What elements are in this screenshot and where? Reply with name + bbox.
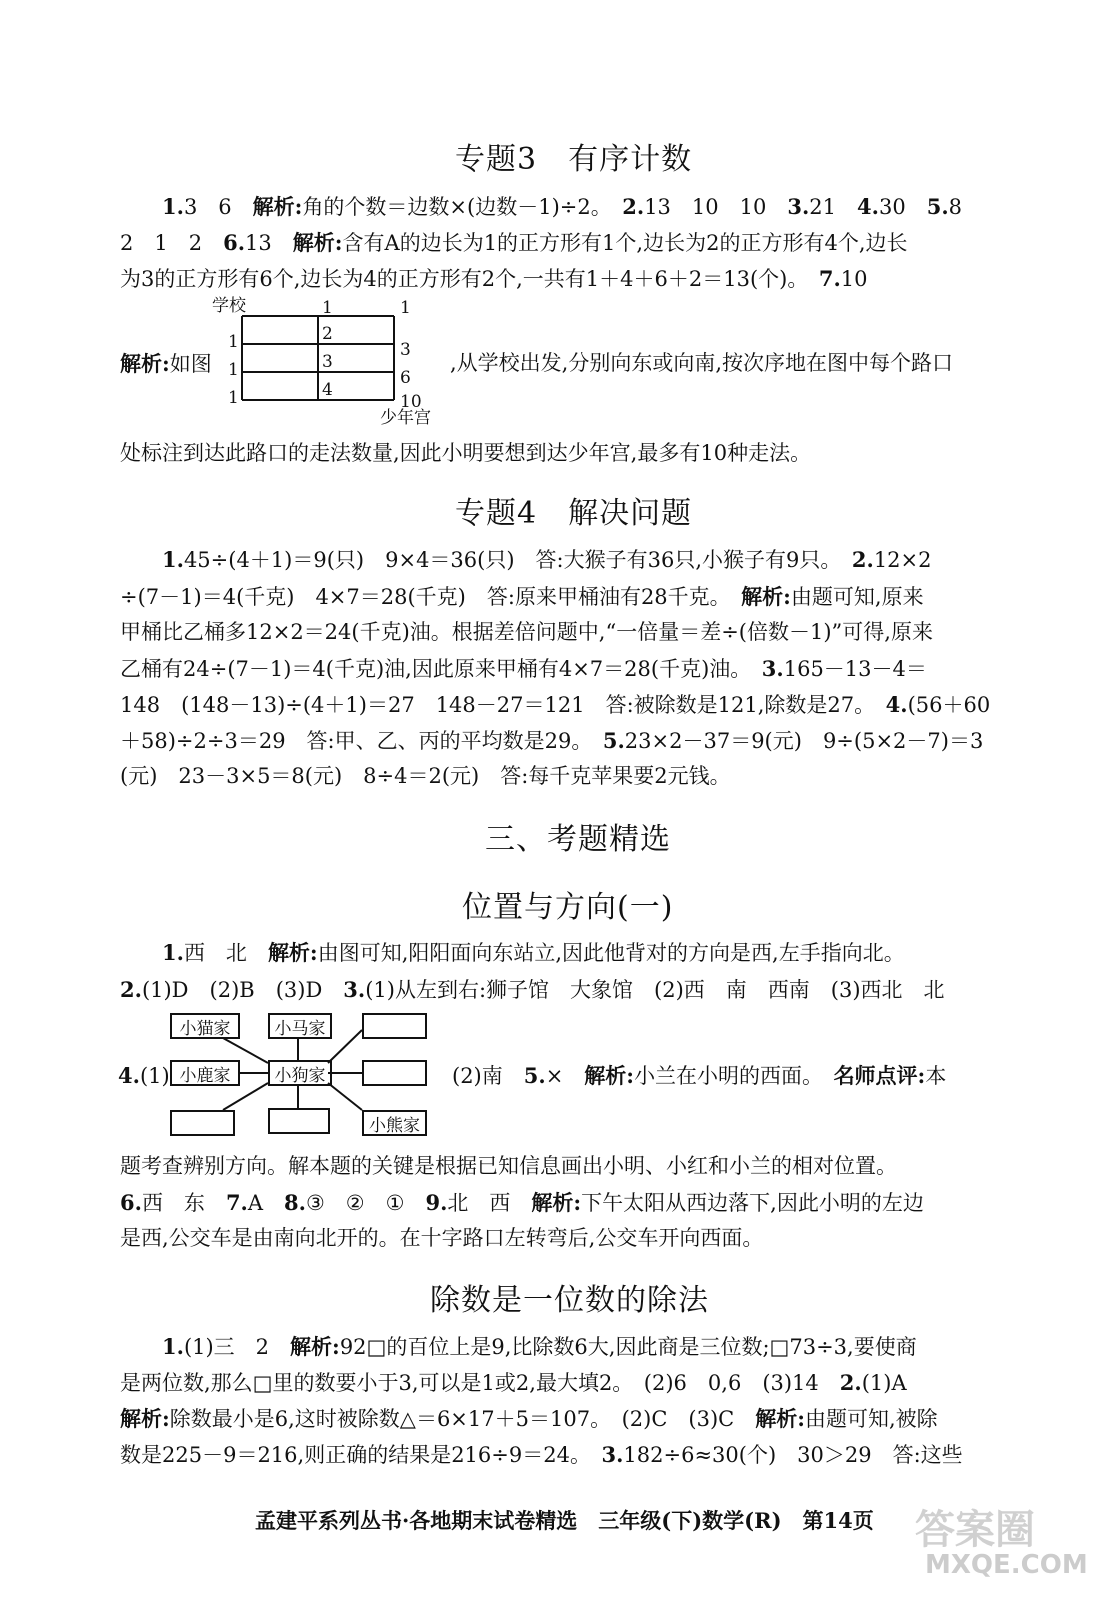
text-run: 西 北: [183, 941, 268, 965]
bold-label: 解析:: [292, 230, 343, 255]
text-run: 23×2－37＝9(元) 9÷(5×2－7)＝3: [624, 729, 984, 753]
bold-label: 2.: [851, 547, 874, 572]
text-run: 由题可知,原来: [790, 585, 924, 609]
bold-label: 8.: [284, 1190, 306, 1215]
bold-label: 1.: [162, 940, 184, 965]
bold-label: 7.: [225, 1190, 248, 1215]
text-run: 下午太阳从西边落下,因此小明的左边: [581, 1191, 924, 1215]
bold-label: 3.: [601, 1442, 624, 1467]
text-run: ×: [545, 1064, 585, 1088]
bold-label: 3.: [761, 656, 784, 681]
paragraph-line: [120, 658, 927, 680]
bold-label: 1.: [162, 194, 184, 219]
bold-label: 7.: [818, 266, 841, 291]
text-run: 30: [878, 195, 927, 219]
cat-house-box: 小猫家: [170, 1013, 240, 1039]
text-run: (元) 23－3×5＝8(元) 8÷4＝2(元) 答:每千克苹果要2元钱。: [120, 764, 731, 788]
grid-number: 3: [400, 340, 411, 360]
q4-number: 4.: [118, 1063, 140, 1088]
dog-house-box: 小狗家: [268, 1060, 332, 1086]
paragraph-line: [120, 232, 908, 254]
bold-label: 4.: [857, 194, 879, 219]
analysis-label: 解析:: [120, 351, 170, 376]
text-run: ③ ② ①: [305, 1191, 426, 1215]
paragraph-line: [120, 979, 945, 1001]
paragraph-line: [120, 1156, 897, 1177]
grid-number: 6: [400, 368, 411, 388]
bold-label: 解析:: [290, 1334, 340, 1359]
house-diagram: [165, 1008, 435, 1143]
text-run: 165－13－4＝: [783, 657, 927, 681]
school-label: 学校: [212, 296, 246, 316]
text-run: 92□的百位上是9,比除数6大,因此商是三位数;□73÷3,要使商: [339, 1335, 917, 1359]
bold-label: 2.: [622, 194, 645, 219]
text-run: 本: [925, 1064, 947, 1088]
bold-label: 解析:: [252, 194, 303, 219]
text-run: (1)D (2)B (3)D: [141, 978, 344, 1002]
analysis-line: [120, 353, 212, 375]
bold-label: 解析:: [584, 1063, 635, 1088]
text-run: (2)南: [452, 1064, 524, 1088]
watermark-url: MXQE.COM: [925, 1550, 1088, 1580]
text-run: (56＋60: [907, 693, 991, 717]
q4-prefix: [118, 1065, 170, 1087]
page-footer: 孟建平系列丛书·各地期末试卷精选 三年级(下)数学(R) 第14页: [255, 1508, 874, 1533]
text-run: 10: [840, 267, 868, 291]
bold-label: 5.: [926, 194, 949, 219]
text-run: 148 (148－13)÷(4＋1)＝27 148－27＝121 答:被除数是121,除数是27。: [120, 693, 886, 717]
grid-number: 1: [228, 388, 239, 408]
paragraph-line: [120, 1408, 938, 1430]
section-title-ordered-counting: 专题3 有序计数: [455, 142, 693, 177]
bold-label: 名师点评:: [833, 1063, 926, 1088]
text-run: 21: [809, 195, 858, 219]
grid-number: 10: [400, 392, 422, 412]
grid-number: 1: [400, 298, 411, 318]
paragraph-line: [120, 268, 868, 290]
deer-house-box: 小鹿家: [170, 1060, 240, 1086]
paragraph-line: [162, 1336, 917, 1358]
blank-house-box: [268, 1108, 330, 1134]
blank-house-box: [362, 1060, 427, 1086]
paragraph-line: [120, 1444, 963, 1466]
paragraph-line: [162, 942, 905, 964]
section-title-division: 除数是一位数的除法: [430, 1283, 709, 1318]
route-grid-figure: [210, 298, 450, 428]
text-run: 北 西: [447, 1191, 532, 1215]
paragraph-line: [120, 1372, 907, 1394]
bold-label: 解析:: [120, 1406, 170, 1431]
text-run: 题考查辨别方向。解本题的关键是根据已知信息画出小明、小红和小兰的相对位置。: [120, 1154, 897, 1178]
bold-label: 6.: [223, 230, 246, 255]
text-run: 12×2: [873, 548, 932, 572]
paragraph-line: [120, 766, 731, 787]
bold-label: 6.: [120, 1190, 142, 1215]
bold-label: 5.: [523, 1063, 546, 1088]
bold-label: 9.: [425, 1190, 448, 1215]
text-run: 是西,公交车是由南向北开的。在十字路口左转弯后,公交车开向西面。: [120, 1226, 764, 1250]
text-run: 数是225－9＝216,则正确的结果是216÷9＝24。: [120, 1443, 602, 1467]
grid-number: 2: [322, 324, 333, 344]
grid-number: 1: [228, 360, 239, 380]
text-run: 由图可知,阳阳面向东站立,因此他背对的方向是西,左手指向北。: [317, 941, 905, 965]
text-run: 小兰在小明的西面。: [634, 1064, 834, 1088]
bold-label: 1.: [162, 547, 184, 572]
section-title-position-direction: 位置与方向(一): [462, 890, 674, 925]
bold-label: 1.: [162, 1334, 184, 1359]
text-run: 13 10 10: [644, 195, 788, 219]
text-run: (1)从左到右:狮子馆 大象馆 (2)西 南 西南 (3)西北 北: [365, 978, 945, 1002]
bold-label: 2.: [839, 1370, 862, 1395]
part-title-selected-questions: 三、考题精选: [485, 822, 671, 857]
text-run: 西 东: [141, 1191, 226, 1215]
text-run: 甲桶比乙桶多12×2＝24(千克)油。根据差倍问题中,“一倍量＝差÷(倍数－1)”可得,原来: [120, 620, 933, 644]
horse-house-box: 小马家: [268, 1013, 332, 1039]
grid-number: 1: [228, 332, 239, 352]
text-run: 8: [948, 195, 963, 219]
watermark-logo: 答案圈: [915, 1507, 1035, 1553]
analysis-text: 如图: [169, 352, 212, 376]
text-run: 除数最小是6,这时被除数△＝6×17＋5＝107。 (2)C (3)C: [169, 1407, 756, 1431]
text-run: 13: [245, 231, 293, 255]
section-title-problem-solving: 专题4 解决问题: [455, 496, 693, 531]
text-run: (1)三 2: [183, 1335, 291, 1359]
bold-label: 3.: [787, 194, 810, 219]
grid-number: 3: [322, 352, 333, 372]
text-run: A: [247, 1191, 285, 1215]
paragraph-line: [162, 196, 962, 218]
paragraph-line: [452, 1065, 946, 1087]
text-run: 含有A的边长为1的正方形有1个,边长为2的正方形有4个,边长: [342, 231, 908, 255]
analysis-text-continued: ,从学校出发,分别向东或向南,按次序地在图中每个路口: [450, 351, 954, 375]
bold-label: 解析:: [267, 940, 318, 965]
q4-sub: (1): [139, 1064, 170, 1088]
paragraph-line: [120, 1228, 763, 1249]
paragraph-line: [120, 586, 924, 608]
paragraph-line: [120, 1192, 924, 1214]
bold-label: 3.: [343, 977, 366, 1002]
grid-number: 4: [322, 380, 333, 400]
paragraph-line: [162, 549, 932, 571]
bold-label: 2.: [120, 977, 142, 1002]
bold-label: 解析:: [741, 584, 791, 609]
text-run: 为3的正方形有6个,边长为4的正方形有2个,一共有1＋4＋6＋2＝13(个)。: [120, 267, 819, 291]
bold-label: 解析:: [531, 1190, 582, 1215]
text-run: (1)A: [861, 1371, 907, 1395]
analysis-text-line2: 处标注到达此路口的走法数量,因此小明要想到达少年宫,最多有10种走法。: [120, 441, 812, 465]
text-run: 2 1 2: [120, 231, 224, 255]
blank-house-box: [362, 1013, 427, 1039]
text-run: 是两位数,那么□里的数要小于3,可以是1或2,最大填2。 (2)6 0,6 (3)14: [120, 1371, 840, 1395]
text-run: 乙桶有24÷(7－1)＝4(千克)油,因此原来甲桶有4×7＝28(千克)油。: [120, 657, 762, 681]
bold-label: 4.: [885, 692, 908, 717]
paragraph-line: [120, 730, 983, 752]
text-run: 3 6: [183, 195, 253, 219]
blank-house-box: [170, 1110, 235, 1136]
paragraph-line: [120, 622, 933, 643]
paragraph-line: [120, 694, 990, 716]
bold-label: 5.: [602, 728, 625, 753]
text-run: 182÷6≈30(个) 30＞29 答:这些: [623, 1443, 963, 1467]
text-run: 45÷(4＋1)＝9(只) 9×4＝36(只) 答:大猴子有36只,小猴子有9只。: [183, 548, 852, 572]
text-run: 由题可知,被除: [804, 1407, 938, 1431]
grid-number: 1: [322, 298, 333, 318]
bold-label: 解析:: [755, 1406, 805, 1431]
youth-palace-label: 少年宫: [380, 408, 431, 428]
bear-house-box: 小熊家: [362, 1110, 427, 1136]
text-run: ＋58)÷2÷3＝29 答:甲、乙、丙的平均数是29。: [120, 729, 603, 753]
text-run: 角的个数＝边数×(边数－1)÷2。: [302, 195, 623, 219]
text-run: ÷(7－1)＝4(千克) 4×7＝28(千克) 答:原来甲桶油有28千克。: [120, 585, 742, 609]
